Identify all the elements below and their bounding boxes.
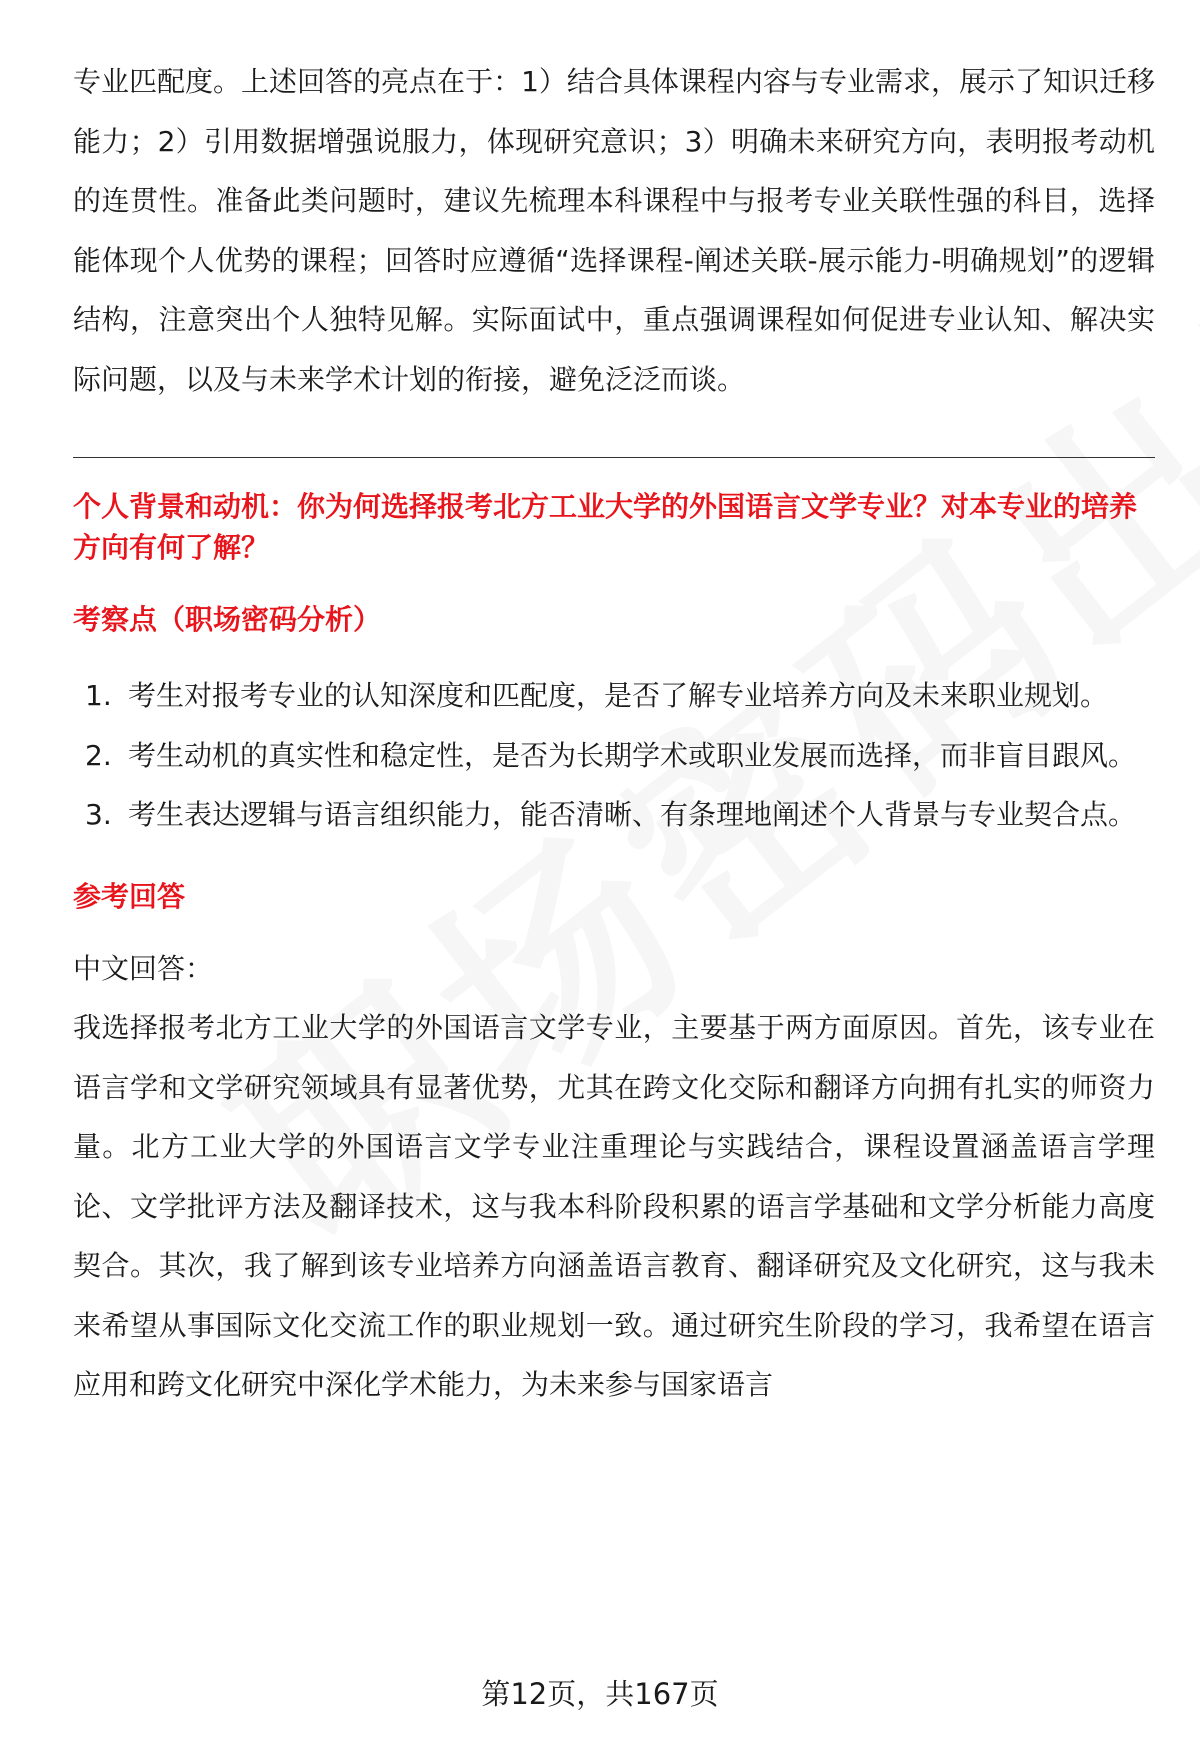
points-list bbox=[73, 666, 1155, 845]
list-item-number: 3. bbox=[85, 798, 112, 831]
points-section-title: 考察点（职场密码分析） bbox=[73, 603, 382, 636]
page-content bbox=[73, 52, 1155, 1415]
answer-section-title: 参考回答 bbox=[73, 879, 186, 913]
top-paragraph: 专业匹配度。上述回答的亮点在于：1）结合具体课程内容与专业需求，展示了知识迁移能力；2）引用数据增强说服力，体现研究意识；3）明确未来研究方向，表明报考动机的连贯性。准备此类问题时，建议先梳理本科课程中与报考专业关联性强的科目，选择能体现个人优势的课程；回答时应遵循“选择课程-阐述关联-展示能力-明确规划”的逻辑结构，注意突出个人独特见解。实际面试中，重点强调课程如何促进专业认知、解决实际问题，以及与未来学术计划的衔接，避免泛泛而谈。 bbox=[73, 65, 1155, 396]
section-divider bbox=[73, 457, 1155, 458]
list-item-text: 考生对报考专业的认知深度和匹配度，是否了解专业培养方向及未来职业规划。 bbox=[128, 679, 1109, 712]
answer-label: 中文回答： bbox=[73, 951, 214, 985]
page-number-footer: 第12页，共167页 bbox=[481, 1677, 719, 1711]
list-item-text: 考生动机的真实性和稳定性，是否为长期学术或职业发展而选择，而非盲目跟风。 bbox=[128, 738, 1137, 772]
question-heading: 个人背景和动机：你为何选择报考北方工业大学的外国语言文学专业？对本专业的培养方向有何了解？ bbox=[73, 490, 1138, 564]
list-item-number: 1. bbox=[85, 679, 112, 712]
list-item-number: 2. bbox=[85, 738, 112, 772]
list-item bbox=[73, 666, 1155, 726]
list-item bbox=[73, 726, 1155, 786]
answer-paragraph: 我选择报考北方工业大学的外国语言文学专业，主要基于两方面原因。首先，该专业在语言学和文学研究领域具有显著优势，尤其在跨文化交际和翻译方向拥有扎实的师资力量。北方工业大学的外国语言文学专业注重理论与实践结合，课程设置涵盖语言学理论、文学批评方法及翻译技术，这与我本科阶段积累的语言学基础和文学分析能力高度契合。其次，我了解到该专业培养方向涵盖语言教育、翻译研究及文化研究，这与我未来希望从事国际文化交流工作的职业规划一致。通过研究生阶段的学习，我希望在语言应用和跨文化研究中深化学术能力，为未来参与国家语言 bbox=[73, 1011, 1155, 1401]
list-item bbox=[73, 785, 1155, 845]
list-item-text: 考生表达逻辑与语言组织能力，能否清晰、有条理地阐述个人背景与专业契合点。 bbox=[128, 798, 1137, 831]
